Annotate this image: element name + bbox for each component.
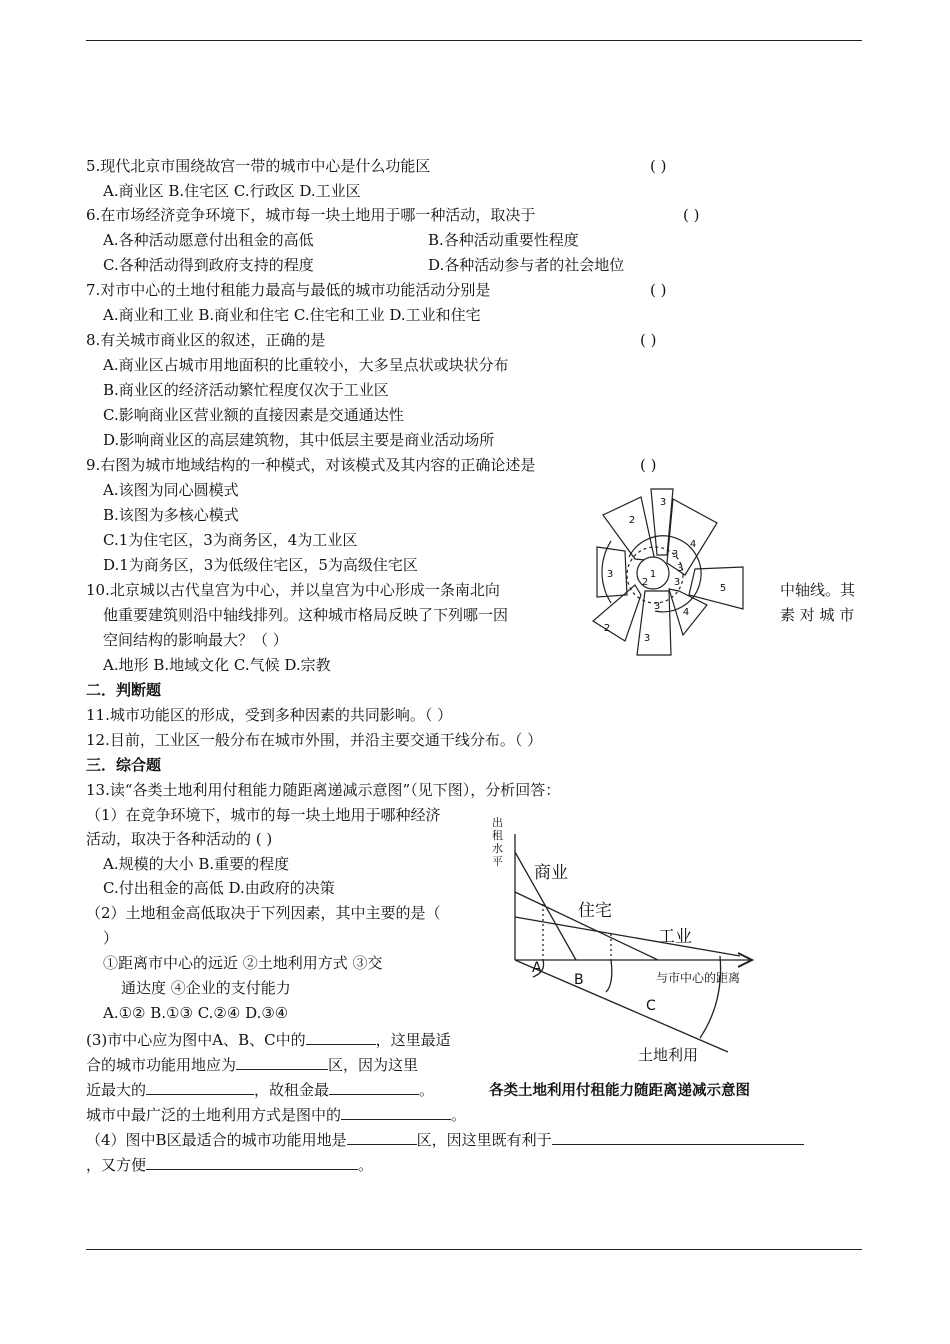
ylabel-char-4: 平 (492, 855, 503, 868)
q8-option-d: D.影响商业区的高层建筑物，其中低层主要是商业活动场所 (103, 431, 495, 449)
q13-p2-options: A.①② B.①③ C.②④ D.③④ (103, 1004, 289, 1022)
q5-paren: ( ) (650, 157, 667, 175)
label-3-inner-c: 3 (673, 577, 681, 588)
q13-p3-text-f: ，故租金最 (254, 1081, 330, 1099)
q13-p3-text-a: (3)市中心应为图中A、B、C中的 (86, 1031, 306, 1049)
label-5: 5 (719, 583, 727, 594)
q9-option-b: B.该图为多核心模式 (103, 506, 239, 524)
q13-p3-text-h: 城市中最广泛的土地利用方式是图中的 (86, 1106, 342, 1124)
q13-p4-line-2 (86, 1153, 373, 1175)
ylabel-char-2: 租 (492, 829, 503, 842)
label-4-lower: 4 (682, 607, 690, 618)
q13-p1-line-2: 活动，取决于各种活动的 ( ) (86, 830, 273, 848)
q12: 12.目前，工业区一般分布在城市外围，并沿主要交通干线分布。（ ） (86, 731, 543, 749)
sector-2-top (603, 497, 655, 561)
q13-p3-line-3 (86, 1078, 434, 1100)
label-4-right: 4 (689, 539, 697, 550)
series-label-commerce: 商业 (534, 863, 568, 883)
q13-p3-text-e: 近最大的 (86, 1081, 147, 1099)
q13-p4-line-1 (86, 1128, 804, 1150)
q13-p2-line-1: （2）土地租金高低取决于下列因素，其中主要的是（ (86, 904, 441, 922)
bottom-label-land-use: 土地利用 (638, 1046, 699, 1062)
top-rule (86, 40, 862, 41)
q13-p2-line-2: ） (103, 929, 119, 947)
label-3-inner-a: 3 (671, 549, 679, 560)
series-label-residential: 住宅 (578, 901, 612, 921)
industry-curve (515, 917, 740, 956)
urban-structure-diagram (585, 485, 745, 665)
section-3-heading: 三．综合题 (86, 756, 162, 774)
q6-option-b: B.各种活动重要性程度 (428, 231, 579, 249)
sector-5-right (689, 567, 743, 609)
q13-stem: 13.读“各类土地利用付租能力随距离递减示意图”（见下图），分析回答： (86, 781, 561, 799)
q8-option-a: A.商业区占城市用地面积的比重较小，大多呈点状或块状分布 (103, 356, 509, 374)
label-2-bottom: 2 (603, 623, 611, 634)
zone-label-b: B (574, 972, 584, 988)
label-3-left: 3 (606, 569, 614, 580)
q10-options: A.地形 B.地域文化 C.气候 D.宗教 (103, 656, 331, 674)
q10-line-2-right: 素 对 城 市 (780, 606, 855, 624)
q11: 11.城市功能区的形成，受到多种因素的共同影响。（ ） (86, 706, 453, 724)
q9-option-d: D.1为商务区，3为低级住宅区，5为高级住宅区 (103, 556, 418, 574)
arc-b (606, 960, 612, 992)
q13-p3-blank-2[interactable] (236, 1053, 328, 1070)
q13-p3-text-i: 。 (451, 1106, 467, 1124)
q8-paren: ( ) (640, 331, 657, 349)
q10-line-1: 10.北京城以古代皇宫为中心，并以皇宫为中心形成一条南北向 (86, 581, 500, 599)
zone-label-c: C (646, 998, 656, 1014)
q10-line-2: 他重要建筑则沿中轴线排列。这种城市格局反映了下列哪一因 (103, 606, 509, 624)
q6-option-c: C.各种活动得到政府支持的程度 (103, 256, 314, 274)
q13-p3-text-b: ，这里最适 (375, 1031, 451, 1049)
label-2-top: 2 (628, 515, 636, 526)
q13-p3-blank-4[interactable] (329, 1078, 419, 1095)
label-3-top: 3 (659, 497, 667, 508)
section-2-heading: 二．判断题 (86, 681, 162, 699)
figure-2-caption: 各类土地利用付租能力随距离递减示意图 (489, 1083, 750, 1099)
q13-p2-factors-2: 通达度 ④企业的支付能力 (121, 979, 291, 997)
q13-p3-line-2 (86, 1053, 418, 1075)
q9-option-a: A.该图为同心圆模式 (103, 481, 239, 499)
q13-p2-factors-1: ①距离市中心的远近 ②土地利用方式 ③交 (103, 954, 383, 972)
q13-p3-line-1 (86, 1028, 451, 1050)
q9-option-c: C.1为住宅区，3为商务区，4为工业区 (103, 531, 358, 549)
q6-option-a: A.各种活动愿意付出租金的高低 (103, 231, 314, 249)
label-3-bottom-inner: 3 (653, 601, 661, 612)
bottom-rule (86, 1249, 862, 1250)
q13-p4-blank-2[interactable] (552, 1128, 804, 1145)
q10-line-1-right: 中轴线。其 (780, 581, 856, 599)
ylabel-char-3: 水 (492, 842, 503, 855)
q13-p3-blank-5[interactable] (341, 1103, 451, 1120)
q13-p1-options-cd: C.付出租金的高低 D.由政府的决策 (103, 879, 335, 897)
q13-p1-options-ab: A.规模的大小 B.重要的程度 (103, 855, 290, 873)
label-1: 1 (649, 569, 657, 580)
q7-paren: ( ) (650, 281, 667, 299)
q9-paren: ( ) (640, 456, 657, 474)
q13-p1-line-1: （1）在竞争环境下，城市的每一块土地用于哪种经济 (86, 806, 441, 824)
q13-p4-blank-1[interactable] (347, 1128, 417, 1145)
q9-stem: 9.右图为城市地域结构的一种模式，对该模式及其内容的正确论述是 (86, 456, 536, 474)
q7-options: A.商业和工业 B.商业和住宅 C.住宅和工业 D.工业和住宅 (103, 306, 481, 324)
q8-stem: 8.有关城市商业区的叙述，正确的是 (86, 331, 326, 349)
bid-rent-diagram (488, 812, 778, 1062)
q10-line-3: 空间结构的影响最大？（ ） (103, 631, 288, 649)
q13-p3-line-4 (86, 1103, 466, 1125)
ylabel-char-1: 出 (492, 816, 503, 829)
q8-option-c: C.影响商业区营业额的直接因素是交通通达性 (103, 406, 404, 424)
q13-p3-blank-3[interactable] (146, 1078, 254, 1095)
q7-stem: 7.对市中心的土地付租能力最高与最低的城市功能活动分别是 (86, 281, 491, 299)
q8-option-b: B.商业区的经济活动繁忙程度仅次于工业区 (103, 381, 389, 399)
q13-p4-text-d: 。 (358, 1156, 374, 1174)
q6-option-d: D.各种活动参与者的社会地位 (428, 256, 625, 274)
series-label-industry: 工业 (658, 927, 692, 947)
label-3-inner-b: 3 (676, 563, 684, 574)
q13-p4-text-c: ，又方便 (86, 1156, 147, 1174)
q5-stem: 5.现代北京市围绕故宫一带的城市中心是什么功能区 (86, 157, 431, 175)
x-axis-label: 与市中心的距离 (656, 971, 741, 985)
q13-p4-text-b: 区，因这里既有利于 (416, 1131, 552, 1149)
label-2-left-inner: 2 (641, 577, 649, 588)
q13-p3-text-c: 合的城市功能用地应为 (86, 1056, 237, 1074)
q5-options: A.商业区 B.住宅区 C.行政区 D.工业区 (103, 182, 361, 200)
q6-paren: ( ) (683, 206, 700, 224)
arc-c (700, 956, 721, 1038)
label-3-bottom: 3 (643, 633, 651, 644)
q13-p3-blank-1[interactable] (306, 1028, 376, 1045)
q13-p4-blank-3[interactable] (146, 1153, 358, 1170)
q6-stem: 6.在市场经济竞争环境下，城市每一块土地用于哪一种活动，取决于 (86, 206, 536, 224)
q13-p4-text-a: （4）图中B区最适合的城市功能用地是 (86, 1131, 347, 1149)
q13-p3-text-g: 。 (419, 1081, 435, 1099)
q13-p3-text-d: 区，因为这里 (328, 1056, 419, 1074)
zone-label-a: A (532, 960, 542, 976)
